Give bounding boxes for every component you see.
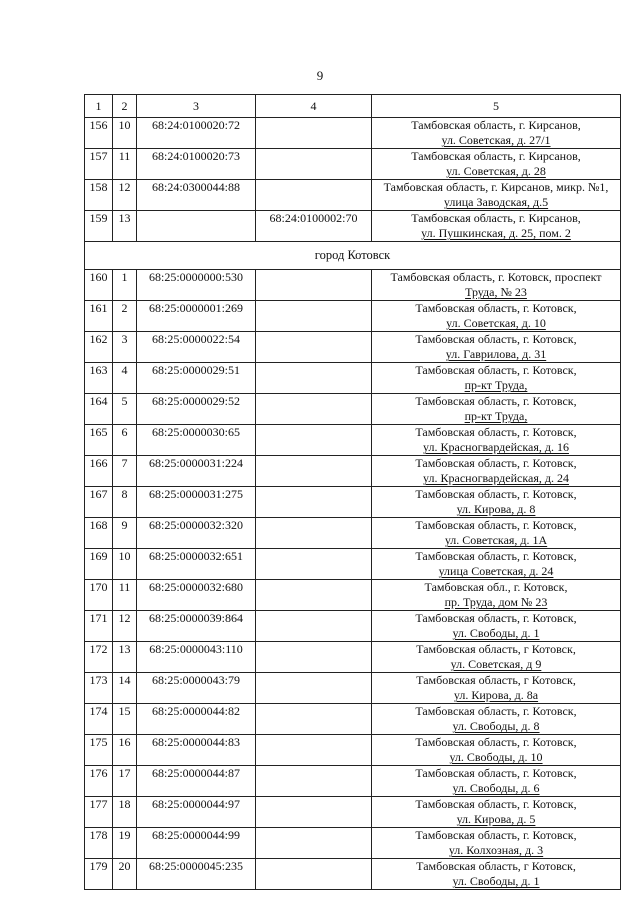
row-number: 157 [85,149,113,180]
address-line-1: Тамбовская область, г. Котовск, [415,611,577,625]
address-cell [372,118,621,149]
row-index: 16 [113,735,137,766]
table-row [85,704,621,735]
row-number: 173 [85,673,113,704]
cadastral-number-alt [256,766,372,797]
row-number: 179 [85,859,113,890]
cadastral-number-alt [256,487,372,518]
address-cell [372,673,621,704]
address-line-1: Тамбовская область, г. Котовск, [415,332,577,346]
address-line-1: Тамбовская область, г. Котовск, [415,735,577,749]
address-line-2: ул. Советская, д. 27/1 [441,133,551,147]
address-cell [372,642,621,673]
table-row [85,180,621,211]
cadastral-number-alt [256,270,372,301]
row-index: 3 [113,332,137,363]
address-cell [372,828,621,859]
cadastral-number-alt [256,363,372,394]
cadastral-number: 68:25:0000044:97 [137,797,256,828]
address-line-2: ул. Гаврилова, д. 31 [445,347,547,361]
address-line-1: Тамбовская область, г. Котовск, [415,487,577,501]
row-number: 172 [85,642,113,673]
row-number: 156 [85,118,113,149]
cadastral-number: 68:25:0000029:51 [137,363,256,394]
address-line-2: пр-кт Труда, [464,378,528,392]
cadastral-number-alt [256,301,372,332]
cadastral-number: 68:25:0000032:651 [137,549,256,580]
table-row [85,149,621,180]
cadastral-number: 68:25:0000030:65 [137,425,256,456]
table-row [85,859,621,890]
row-index: 11 [113,149,137,180]
address-line-2: ул. Свободы, д. 6 [452,781,540,795]
cadastral-number-alt [256,332,372,363]
address-line-1: Тамбовская область, г. Кирсанов, [411,118,581,132]
cadastral-number [137,211,256,242]
row-number: 169 [85,549,113,580]
cadastral-number-alt [256,180,372,211]
address-cell [372,611,621,642]
address-cell [372,301,621,332]
address-line-1: Тамбовская область, г. Кирсанов, [411,149,581,163]
row-number: 166 [85,456,113,487]
row-index: 5 [113,394,137,425]
row-index: 15 [113,704,137,735]
table-row [85,301,621,332]
cadastral-number: 68:25:0000043:79 [137,673,256,704]
address-line-2: Труда, № 23 [465,285,527,299]
cadastral-number: 68:25:0000044:99 [137,828,256,859]
address-line-1: Тамбовская область, г. Котовск, [415,394,577,408]
cadastral-number: 68:25:0000044:83 [137,735,256,766]
row-index: 20 [113,859,137,890]
row-index: 10 [113,549,137,580]
row-number: 163 [85,363,113,394]
cadastral-number: 68:25:0000029:52 [137,394,256,425]
row-number: 170 [85,580,113,611]
header-row [85,95,621,118]
address-line-2: ул. Советская, д. 10 [446,316,546,330]
cadastral-number-alt [256,828,372,859]
cadastral-number-alt: 68:24:0100002:70 [256,211,372,242]
address-line-1: Тамбовская область, г. Котовск, [415,797,577,811]
table-row [85,487,621,518]
cadastral-number: 68:24:0100020:73 [137,149,256,180]
row-number: 161 [85,301,113,332]
row-index: 12 [113,180,137,211]
row-index: 10 [113,118,137,149]
row-number: 162 [85,332,113,363]
address-cell [372,394,621,425]
cadastral-number-alt [256,611,372,642]
table-row [85,580,621,611]
section-row [85,242,621,270]
row-number: 171 [85,611,113,642]
address-line-2: ул. Красногвардейская, д. 16 [423,440,569,454]
cadastral-number-alt [256,456,372,487]
column-header: 1 [85,95,113,118]
cadastral-number: 68:25:0000032:320 [137,518,256,549]
cadastral-number-alt [256,149,372,180]
address-cell [372,425,621,456]
cadastral-number-alt [256,118,372,149]
address-cell [372,735,621,766]
page-number: 9 [316,68,324,83]
address-cell [372,270,621,301]
address-cell [372,363,621,394]
table-row [85,332,621,363]
row-number: 175 [85,735,113,766]
column-header: 3 [137,95,256,118]
address-line-2: пр. Труда, дом № 23 [444,595,548,609]
address-cell [372,180,621,211]
row-number: 177 [85,797,113,828]
cadastral-number: 68:25:0000039:864 [137,611,256,642]
cadastral-number-alt [256,673,372,704]
address-cell [372,456,621,487]
cadastral-number: 68:25:0000044:87 [137,766,256,797]
cadastral-number-alt [256,518,372,549]
row-index: 7 [113,456,137,487]
row-index: 2 [113,301,137,332]
address-line-2: улица Заводская, д.5 [443,195,549,209]
row-number: 159 [85,211,113,242]
address-cell [372,704,621,735]
address-line-1: Тамбовская область, г. Котовск, [415,518,577,532]
address-line-1: Тамбовская область, г. Котовск, проспект [390,270,602,284]
table-row [85,118,621,149]
address-line-2: пр-кт Труда, [464,409,528,423]
address-line-2: ул. Кирова, д. 8а [453,688,539,702]
cadastral-number-alt [256,549,372,580]
cadastral-number-alt [256,735,372,766]
address-line-2: улица Советская, д. 24 [438,564,554,578]
table-row [85,394,621,425]
address-line-2: ул. Советская, д. 28 [446,164,546,178]
column-header: 4 [256,95,372,118]
address-line-1: Тамбовская область, г. Котовск, [415,425,577,439]
address-line-1: Тамбовская область, г. Котовск, [415,766,577,780]
address-line-2: ул. Свободы, д. 1 [452,626,540,640]
address-line-1: Тамбовская область, г. Котовск, [415,363,577,377]
table-row [85,611,621,642]
table-row [85,642,621,673]
cadastral-number: 68:25:0000031:224 [137,456,256,487]
cadastral-number-alt [256,425,372,456]
cadastral-number: 68:25:0000043:110 [137,642,256,673]
cadastral-number-alt [256,704,372,735]
cadastral-number: 68:25:0000022:54 [137,332,256,363]
address-line-1: Тамбовская область, г. Кирсанов, микр. №1, [383,180,609,194]
table-row [85,797,621,828]
cadastral-number: 68:24:0300044:88 [137,180,256,211]
address-cell [372,580,621,611]
row-index: 1 [113,270,137,301]
row-index: 8 [113,487,137,518]
table-row [85,766,621,797]
row-index: 13 [113,642,137,673]
address-line-1: Тамбовская область, г. Котовск, [415,704,577,718]
address-line-2: ул. Свободы, д. 8 [452,719,540,733]
cadastral-number: 68:25:0000001:269 [137,301,256,332]
address-cell [372,859,621,890]
address-cell [372,149,621,180]
address-line-2: ул. Красногвардейская, д. 24 [423,471,569,485]
address-cell [372,766,621,797]
property-registry-table [84,94,621,890]
row-index: 6 [113,425,137,456]
cadastral-number-alt [256,859,372,890]
cadastral-number-alt [256,642,372,673]
address-cell [372,211,621,242]
table-row [85,363,621,394]
cadastral-number: 68:25:0000032:680 [137,580,256,611]
row-index: 19 [113,828,137,859]
address-line-1: Тамбовская область, г. Котовск, [415,456,577,470]
address-line-1: Тамбовская область, г. Котовск, [415,301,577,315]
table-row [85,270,621,301]
address-line-2: ул. Советская, д 9 [450,657,542,671]
address-cell [372,487,621,518]
cadastral-number: 68:24:0100020:72 [137,118,256,149]
table-row [85,735,621,766]
row-number: 164 [85,394,113,425]
row-number: 176 [85,766,113,797]
row-index: 4 [113,363,137,394]
address-line-2: ул. Пушкинская, д. 25, пом. 2 [421,226,571,240]
address-line-1: Тамбовская область, г Котовск, [416,642,576,656]
address-line-1: Тамбовская обл., г. Котовск, [424,580,568,594]
cadastral-number-alt [256,797,372,828]
row-index: 11 [113,580,137,611]
row-number: 174 [85,704,113,735]
address-line-2: ул. Кирова, д. 5 [456,812,536,826]
cadastral-number: 68:25:0000031:275 [137,487,256,518]
row-index: 17 [113,766,137,797]
table-row [85,456,621,487]
row-number: 168 [85,518,113,549]
table-row [85,425,621,456]
row-number: 178 [85,828,113,859]
row-number: 158 [85,180,113,211]
address-line-2: ул. Кирова, д. 8 [456,502,536,516]
table-row [85,828,621,859]
address-line-2: ул. Свободы, д. 1 [452,874,540,888]
address-line-1: Тамбовская область, г. Кирсанов, [411,211,581,225]
table-row [85,673,621,704]
address-line-2: ул. Советская, д. 1А [444,533,548,547]
address-line-1: Тамбовская область, г. Котовск, [415,828,577,842]
section-title: город Котовск [85,242,621,270]
address-cell [372,797,621,828]
table-row [85,549,621,580]
row-index: 12 [113,611,137,642]
address-cell [372,549,621,580]
address-line-2: ул. Свободы, д. 10 [449,750,543,764]
address-line-2: ул. Колхозная, д. 3 [448,843,544,857]
row-index: 18 [113,797,137,828]
row-number: 160 [85,270,113,301]
cadastral-number: 68:25:0000045:235 [137,859,256,890]
address-line-1: Тамбовская область, г Котовск, [416,859,576,873]
column-header: 5 [372,95,621,118]
table-row [85,518,621,549]
cadastral-number: 68:25:0000044:82 [137,704,256,735]
row-index: 14 [113,673,137,704]
table-row [85,211,621,242]
address-cell [372,332,621,363]
address-line-1: Тамбовская область, г Котовск, [416,673,576,687]
address-cell [372,518,621,549]
address-line-1: Тамбовская область, г. Котовск, [415,549,577,563]
row-index: 9 [113,518,137,549]
cadastral-number-alt [256,580,372,611]
cadastral-number-alt [256,394,372,425]
cadastral-number: 68:25:0000000:530 [137,270,256,301]
row-number: 165 [85,425,113,456]
row-number: 167 [85,487,113,518]
column-header: 2 [113,95,137,118]
row-index: 13 [113,211,137,242]
